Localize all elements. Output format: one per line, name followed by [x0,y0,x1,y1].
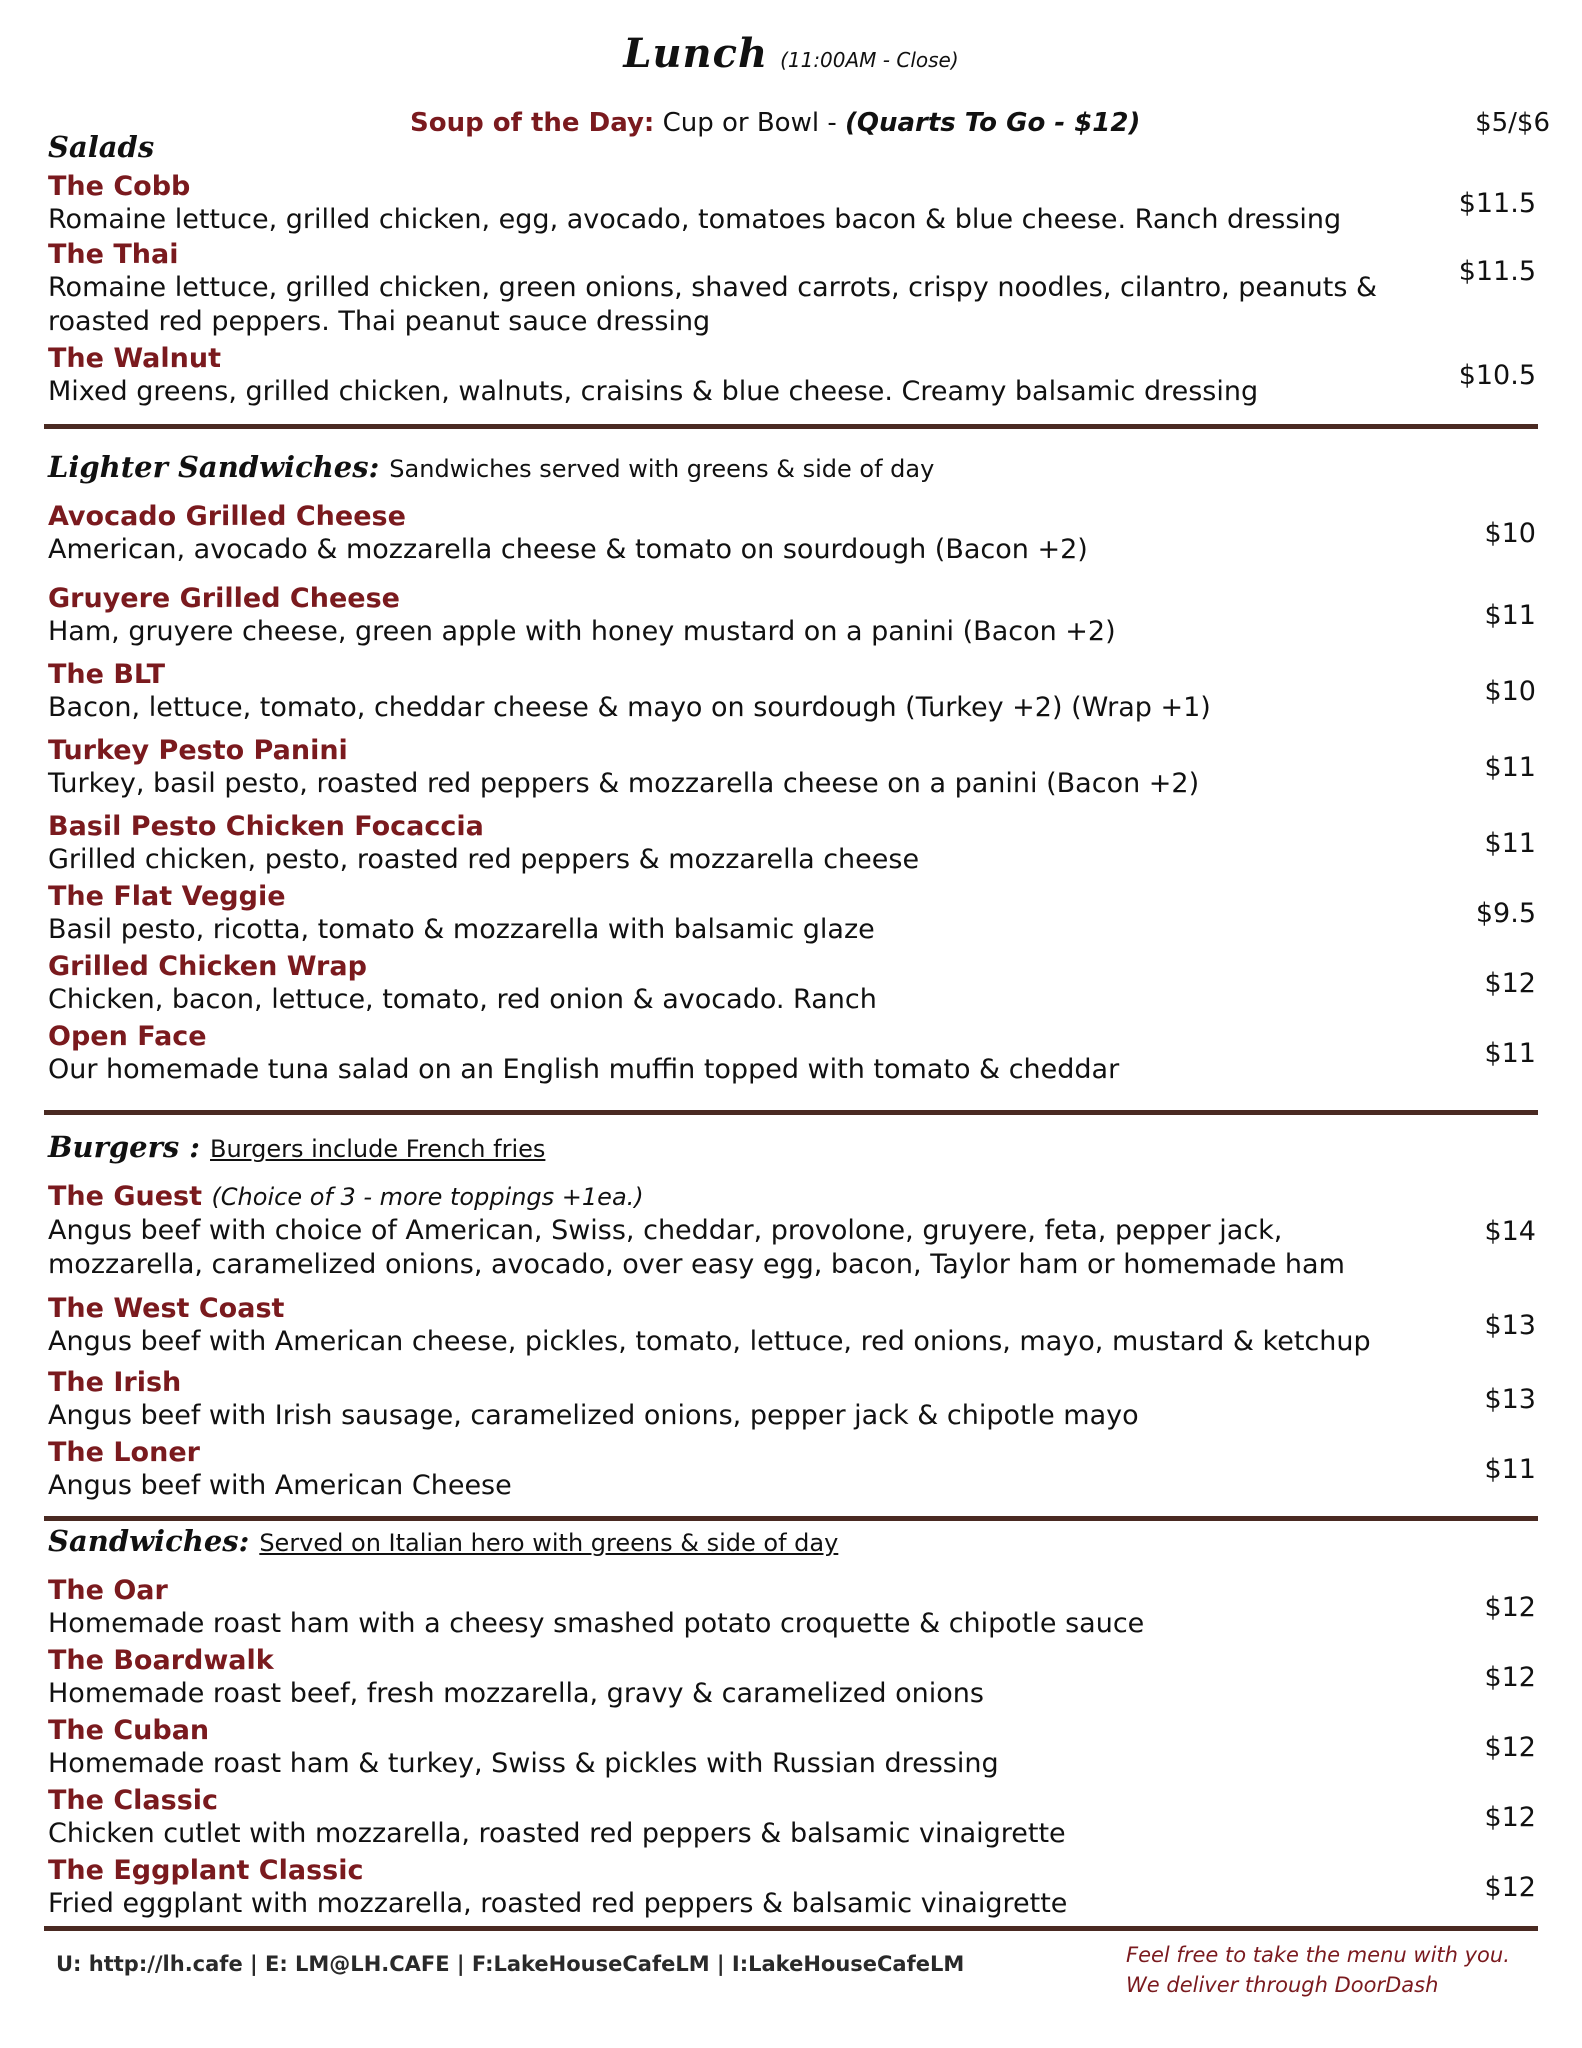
lighter-title: Lighter Sandwiches: [48,450,380,484]
item-price: $11 [1484,1038,1536,1069]
item-description: Angus beef with choice of American, Swiss, cheddar, provolone, gruyere, feta, pepper jack, mozzarella, caramelized onions, avocado, over easy egg, bacon, Taylor ham or homemade ham [48,1215,1345,1280]
footer-contact: U: http://lh.cafe | E: LM@LH.CAFE | F:LakeHouseCafeLM | I:LakeHouseCafeLM [56,1952,965,1976]
item-description: Bacon, lettuce, tomato, cheddar cheese & mayo on sourdough (Turkey +2) (Wrap +1) [48,692,1211,723]
item-name: The Irish [48,1367,182,1398]
item-description: Angus beef with American cheese, pickles, tomato, lettuce, red onions, mayo, mustard & ketchup [48,1326,1371,1357]
item-price: $11 [1484,828,1536,859]
menu-item [48,500,1536,582]
menu-item [48,1020,1536,1090]
item-name: The Cobb [48,171,191,202]
menu-header [0,30,1582,77]
footer-note-line2: We deliver through DoorDash [1126,1973,1439,1997]
item-price: $12 [1484,1662,1536,1693]
item-name: The Cuban [48,1715,210,1746]
item-price: $11.5 [1458,188,1536,219]
item-description: Grilled chicken, pesto, roasted red peppers & mozzarella cheese [48,844,920,875]
item-description: Romaine lettuce, grilled chicken, green onions, shaved carrots, crispy noodles, cilantro, peanuts & roasted red peppers. Thai peanut sauce dressing [48,272,1378,337]
lighter-sandwiches-section [48,450,1536,1090]
item-price: $9.5 [1475,898,1536,929]
item-price: $13 [1484,1310,1536,1341]
footer-note-line1: Feel free to take the menu with you. [1126,1943,1510,1967]
menu-hours: (11:00AM - Close) [780,48,959,72]
sandwiches-section [48,1524,1536,1924]
menu-item [48,950,1536,1020]
item-description: Mixed greens, grilled chicken, walnuts, craisins & blue cheese. Creamy balsamic dressing [48,376,1259,407]
soup-label: Soup of the Day: [410,108,655,138]
section-divider [44,424,1538,429]
item-price: $10 [1484,676,1536,707]
item-description: Chicken cutlet with mozzarella, roasted red peppers & balsamic vinaigrette [48,1818,1066,1849]
item-description: Chicken, bacon, lettuce, tomato, red onion & avocado. Ranch [48,984,877,1015]
item-name: Basil Pesto Chicken Focaccia [48,811,484,842]
item-price: $12 [1484,1872,1536,1903]
menu-item [48,880,1536,950]
salads-section [48,130,1536,410]
item-price: $11 [1484,752,1536,783]
menu-item [48,1574,1536,1644]
sandwiches-note: Served on Italian hero with greens & side of day [259,1529,839,1557]
lighter-heading [48,450,1536,500]
item-subnote: (Choice of 3 - more toppings +1ea.) [211,1183,644,1211]
item-price: $10.5 [1458,360,1536,391]
item-description: Homemade roast beef, fresh mozzarella, gravy & caramelized onions [48,1678,984,1709]
menu-item [48,1292,1536,1366]
item-price: $13 [1484,1384,1536,1415]
soup-togo: (Quarts To Go - $12) [844,108,1141,138]
soup-text: Cup or Bowl - [662,108,837,138]
item-description: Angus beef with American Cheese [48,1470,512,1501]
item-description: Ham, gruyere cheese, green apple with honey mustard on a panini (Bacon +2) [48,616,1116,647]
menu-item [48,582,1536,658]
item-name: Grilled Chicken Wrap [48,951,367,982]
item-name: Avocado Grilled Cheese [48,501,406,532]
menu-item [48,170,1536,238]
item-description: Basil pesto, ricotta, tomato & mozzarella with balsamic glaze [48,914,875,945]
item-name: Gruyere Grilled Cheese [48,583,400,614]
item-name-text: The Guest [48,1181,203,1212]
item-price: $14 [1484,1216,1536,1247]
section-divider [44,1926,1538,1931]
sandwiches-heading [48,1524,1536,1574]
item-name: The Oar [48,1575,168,1606]
item-description: Fried eggplant with mozzarella, roasted red peppers & balsamic vinaigrette [48,1888,1068,1919]
item-name: Turkey Pesto Panini [48,735,348,766]
item-name: Open Face [48,1021,207,1052]
item-price: $10 [1484,518,1536,549]
menu-item [48,658,1536,734]
lighter-note: Sandwiches served with greens & side of day [389,455,935,483]
menu-item [48,1784,1536,1854]
item-price: $11.5 [1458,256,1536,287]
item-price: $12 [1484,1592,1536,1623]
item-name: The BLT [48,659,166,690]
burgers-title: Burgers : [48,1130,201,1164]
item-description: Romaine lettuce, grilled chicken, egg, avocado, tomatoes bacon & blue cheese. Ranch dressing [48,204,1342,235]
salads-heading [48,130,1536,170]
footer-note [1126,1940,1510,2000]
burgers-section [48,1130,1536,1506]
section-divider [44,1516,1538,1521]
item-description: American, avocado & mozzarella cheese & tomato on sourdough (Bacon +2) [48,534,1088,565]
item-price: $12 [1484,1802,1536,1833]
item-name [48,1180,1536,1214]
menu-title: Lunch [623,30,769,77]
sandwiches-title: Sandwiches: [48,1524,250,1558]
item-name: The West Coast [48,1293,285,1324]
menu-item [48,342,1536,410]
burgers-heading [48,1130,1536,1180]
menu-item [48,1366,1536,1436]
menu-item [48,1180,1536,1292]
soup-price: $5/$6 [1475,108,1550,138]
item-description: Homemade roast ham & turkey, Swiss & pickles with Russian dressing [48,1748,999,1779]
item-name: The Classic [48,1785,219,1816]
menu-item [48,1714,1536,1784]
menu-item [48,238,1536,342]
item-price: $11 [1484,1454,1536,1485]
item-description: Angus beef with Irish sausage, caramelized onions, pepper jack & chipotle mayo [48,1400,1139,1431]
item-name: The Flat Veggie [48,881,286,912]
menu-item [48,1436,1536,1506]
burgers-note: Burgers include French fries [210,1135,546,1163]
menu-item [48,734,1536,810]
item-name: The Thai [48,239,179,270]
item-price: $12 [1484,1732,1536,1763]
item-name: The Boardwalk [48,1645,274,1676]
item-description: Turkey, basil pesto, roasted red peppers & mozzarella cheese on a panini (Bacon +2) [48,768,1200,799]
item-description: Our homemade tuna salad on an English muffin topped with tomato & cheddar [48,1054,1120,1085]
menu-item [48,810,1536,880]
item-description: Homemade roast ham with a cheesy smashed potato croquette & chipotle sauce [48,1608,1145,1639]
item-name: The Loner [48,1437,200,1468]
menu-item [48,1644,1536,1714]
menu-item [48,1854,1536,1924]
item-price: $11 [1484,600,1536,631]
item-price: $12 [1484,968,1536,999]
item-name: The Eggplant Classic [48,1855,364,1886]
section-divider [44,1110,1538,1115]
salads-title: Salads [48,130,155,164]
item-name: The Walnut [48,343,221,374]
